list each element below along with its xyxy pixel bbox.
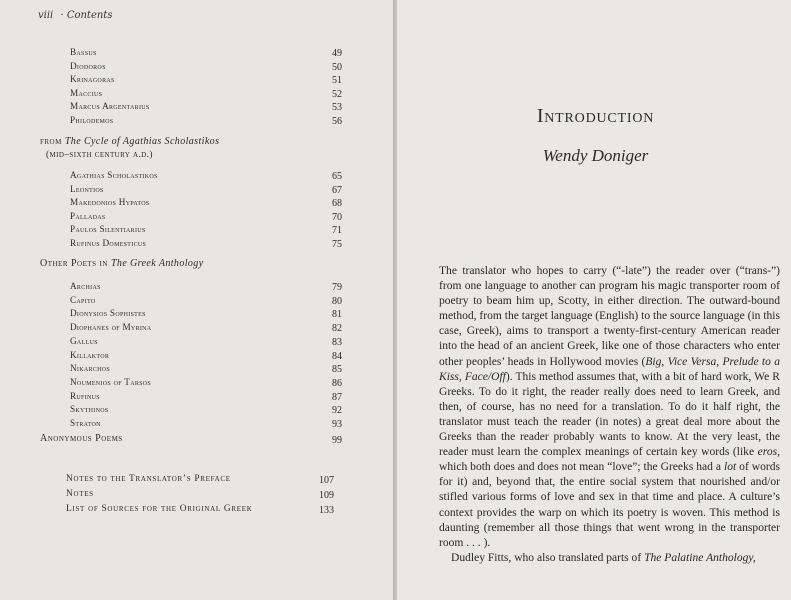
toc-entry-name: Notes	[66, 489, 94, 499]
toc-entry-name: Straton	[70, 418, 101, 428]
toc-entry-name: List of Sources for the Original Greek	[66, 504, 253, 514]
toc-entry-page: 109	[319, 490, 334, 501]
toc-entry-name: Rufinus Domesticus	[70, 238, 147, 248]
toc-entry-page: 79	[332, 282, 342, 293]
toc-entry-name: Dionysios Sophistes	[70, 308, 146, 319]
toc-entry-name: Agathias Scholastikos	[70, 170, 158, 180]
toc-entry-page: 56	[332, 115, 342, 127]
toc-entry-page: 52	[332, 88, 342, 100]
section-prefix: from	[40, 136, 62, 147]
section-prefix: Other Poets in	[40, 258, 108, 269]
section-title: The Cycle of Agathias Scholastikos	[64, 136, 220, 147]
toc-entry-name: Philodemos	[70, 114, 114, 125]
toc-entry-name: Diophanes of Myrina	[70, 322, 152, 333]
toc-entry-page: 93	[332, 419, 342, 430]
toc-entry-page: 75	[332, 239, 342, 250]
toc-entry-name: Skythinos	[70, 404, 109, 415]
running-head-title: Contents	[66, 10, 113, 21]
running-head-page-number: viii	[38, 10, 54, 21]
toc-entry-page: 85	[332, 364, 342, 376]
toc-entry-name: Notes to the Translator’s Preface	[66, 474, 231, 484]
toc-entry-name: Marcus Argentarius	[70, 101, 150, 111]
chapter-title: Introduction	[536, 105, 655, 127]
p1-text-d: of words for it) and, beyond that, the entire social system that nourished and/or stifled various forms of love and sex in that time and place. A culture’s context provides the warp on which its poetry is woven. This method is daunting (remember all those things that went wrong in the transporter room . . . ).	[439, 461, 780, 549]
chapter-author: Wendy Doniger	[542, 146, 649, 165]
toc-entry-page: 80	[332, 295, 342, 307]
toc-entry-page: 133	[319, 505, 334, 516]
toc-entry-page: 65	[332, 171, 342, 182]
section-heading-cycle	[40, 136, 219, 147]
toc-entry-name: Makedonios Hypatos	[70, 197, 150, 208]
section-title: The Greek Anthology	[110, 258, 204, 269]
p1-word-lot: lot	[724, 461, 737, 474]
toc-entry-page: 83	[332, 336, 342, 348]
toc-entry-page: 49	[332, 48, 342, 59]
body-text	[439, 264, 780, 566]
p2-book-title: The Palatine Anthology,	[644, 551, 756, 564]
toc-entry-name: Maccius	[70, 87, 103, 98]
toc-entry-name: Noumenios of Tarsos	[70, 376, 152, 387]
p1-word-eros: eros,	[757, 446, 780, 459]
toc-entry-name: Bassus	[70, 47, 97, 57]
toc-entry-page: 70	[332, 211, 342, 223]
toc-entry-page: 81	[332, 309, 342, 321]
toc-entry-page: 107	[319, 475, 334, 486]
toc-entry-name: Palladas	[70, 210, 106, 221]
running-head-separator: ·	[60, 10, 64, 21]
section-heading-other-poets	[40, 258, 204, 269]
toc-entry-page: 53	[332, 102, 342, 113]
toc-entry-page: 68	[332, 198, 342, 210]
toc-entry-name: Paulos Silentiarius	[70, 224, 146, 235]
anonymous-poems-label: Anonymous Poems	[40, 433, 123, 444]
toc-entry-name: Nikarchos	[70, 363, 111, 374]
toc-entry-name: Rufinus	[70, 390, 100, 401]
toc-entry-name: Leontios	[70, 183, 104, 194]
toc-entry-name: Killaktor	[70, 349, 110, 360]
paragraph-1	[439, 264, 780, 551]
toc-entry-page: 92	[332, 405, 342, 417]
running-head	[38, 10, 112, 21]
toc-entry-page: 67	[332, 184, 342, 196]
p1-film-titles: Big, Vice Versa, Prelude to a Kiss, Face/Off	[439, 355, 780, 383]
section-subtitle: (mid–sixth century a.d.)	[46, 150, 153, 160]
anonymous-poems-page: 99	[332, 435, 342, 446]
toc-entry-page: 82	[332, 323, 342, 335]
toc-entry-page: 50	[332, 61, 342, 73]
toc-entry-page: 51	[332, 75, 342, 86]
toc-entry-page: 71	[332, 225, 342, 237]
toc-entry-name: Capito	[70, 294, 96, 305]
p2-text-a: Dudley Fitts, who also translated parts of	[451, 551, 645, 564]
toc-entry-page: 84	[332, 350, 342, 362]
left-page	[0, 0, 393, 600]
paragraph-2	[439, 551, 780, 566]
toc-entry-name: Diodoros	[70, 60, 106, 71]
toc-entry-name: Gallus	[70, 335, 98, 346]
toc-entry-page: 86	[332, 377, 342, 389]
toc-entry-page: 87	[332, 391, 342, 403]
p1-text-b: ). This method assumes that, with a bit of hard work, We R Greeks. To do it right, the reader really does need to learn Greek, and then, of course, has no need for a translation. To do it half right, the translator must teach the reader (in notes) a great deal more about the Greeks than the reader probably wants to know. At the very least, the reader must learn the complex meanings of certain key words (like	[439, 370, 780, 459]
p1-text-c: which both does and does not mean “love”; the Greeks had a	[439, 461, 725, 474]
p1-text-a: The translator who hopes to carry (“-late”) the reader over (“trans-”) from one language to another can program his magic transporter room of poetry to beam him up, Scotty, in either direction. The outward-bound method, from the target language (English) to the source language (in this case, Greek), aims to transport a twenty-first-century American reader into the head of an ancient Greek, like one of those characters who enter other peoples’ heads in Hollywood movies (	[439, 265, 780, 368]
toc-entry-name: Archias	[70, 281, 101, 291]
toc-entry-name: Krinagoras	[70, 74, 115, 84]
